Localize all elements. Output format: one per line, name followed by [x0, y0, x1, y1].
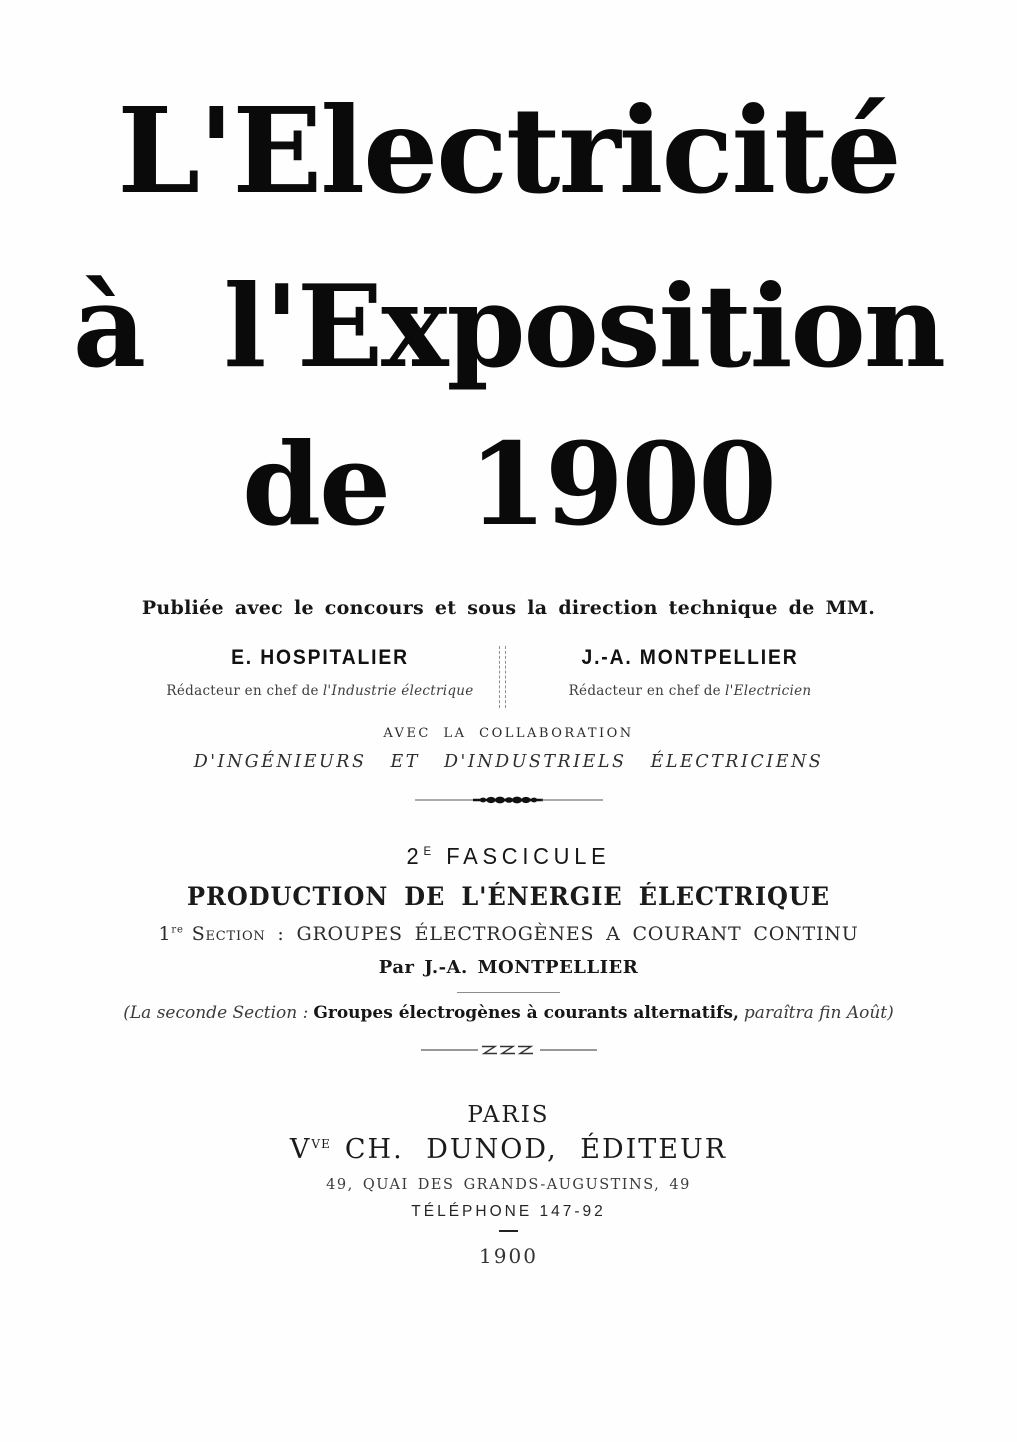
editor-column-hospitalier — [165, 646, 475, 699]
fascicule-title: PRODUCTION DE L'ÉNERGIE ÉLECTRIQUE — [186, 882, 831, 911]
fascicule-label: FASCICULE — [446, 843, 611, 869]
publisher-phone: TÉLÉPHONE 147-92 — [411, 1203, 606, 1220]
ornament-squiggle-rule-icon — [0, 1042, 1017, 1062]
editor-role-publication: l'Industrie électrique — [322, 683, 474, 699]
author-line: Par J.-A. MONTPELLIER — [378, 957, 639, 978]
publisher-name-v: V — [289, 1134, 312, 1165]
section-number-ordinal: re — [171, 924, 184, 936]
publisher-address: 49, QUAI DES GRANDS-AUGUSTINS, 49 — [326, 1177, 691, 1193]
note-opening: (La seconde Section : — [123, 1003, 309, 1023]
author-underline-rule — [457, 992, 560, 993]
collaboration-credits-line: D'INGÉNIEURS ET D'INDUSTRIELS ÉLECTRICIENS — [193, 752, 824, 772]
publisher-name-ordinal: VE — [311, 1137, 331, 1151]
fascicule-number: 2 — [406, 843, 424, 869]
byline: Publiée avec le concours et sous la direction technique de MM. — [141, 597, 876, 619]
section-word: Section — [191, 923, 266, 945]
fascicule-heading — [25, 843, 991, 870]
main-title-line-2: à l'Exposition — [72, 260, 945, 393]
collaboration-line: AVEC LA COLLABORATION — [383, 726, 634, 741]
editor-role-prefix: Rédacteur en chef de — [166, 683, 319, 699]
editor-name: E. HOSPITALIER — [231, 646, 409, 669]
ornament-beaded-rule-icon — [0, 791, 1017, 810]
note-emphasis: Groupes électrogènes à courants alternatifs, — [313, 1003, 739, 1023]
year-separator-dash — [499, 1230, 518, 1232]
editor-role — [165, 683, 475, 699]
editor-role-publication: l'Electricien — [724, 683, 812, 699]
editor-column-montpellier — [535, 646, 845, 699]
column-divider-rule — [499, 646, 506, 708]
editor-name: J.-A. MONTPELLIER — [581, 646, 799, 669]
editor-role-prefix: Rédacteur en chef de — [568, 683, 721, 699]
section-line — [0, 923, 1017, 945]
publisher-name-rest: CH. DUNOD, ÉDITEUR — [344, 1134, 728, 1165]
section-title: : GROUPES ÉLECTROGÈNES A COURANT CONTINU — [265, 923, 859, 945]
second-section-note — [0, 1003, 1017, 1023]
publisher-city: PARIS — [467, 1102, 550, 1128]
publisher-name — [0, 1134, 1017, 1165]
main-title-line-1: L'Electricité — [117, 81, 900, 220]
editor-role — [535, 683, 845, 699]
main-title-line-3: de 1900 — [242, 418, 775, 551]
fascicule-number-ordinal: E — [423, 844, 432, 859]
note-closing: paraîtra fin Août) — [743, 1003, 894, 1023]
publication-year: 1900 — [479, 1244, 538, 1268]
section-number: 1 — [158, 923, 172, 945]
